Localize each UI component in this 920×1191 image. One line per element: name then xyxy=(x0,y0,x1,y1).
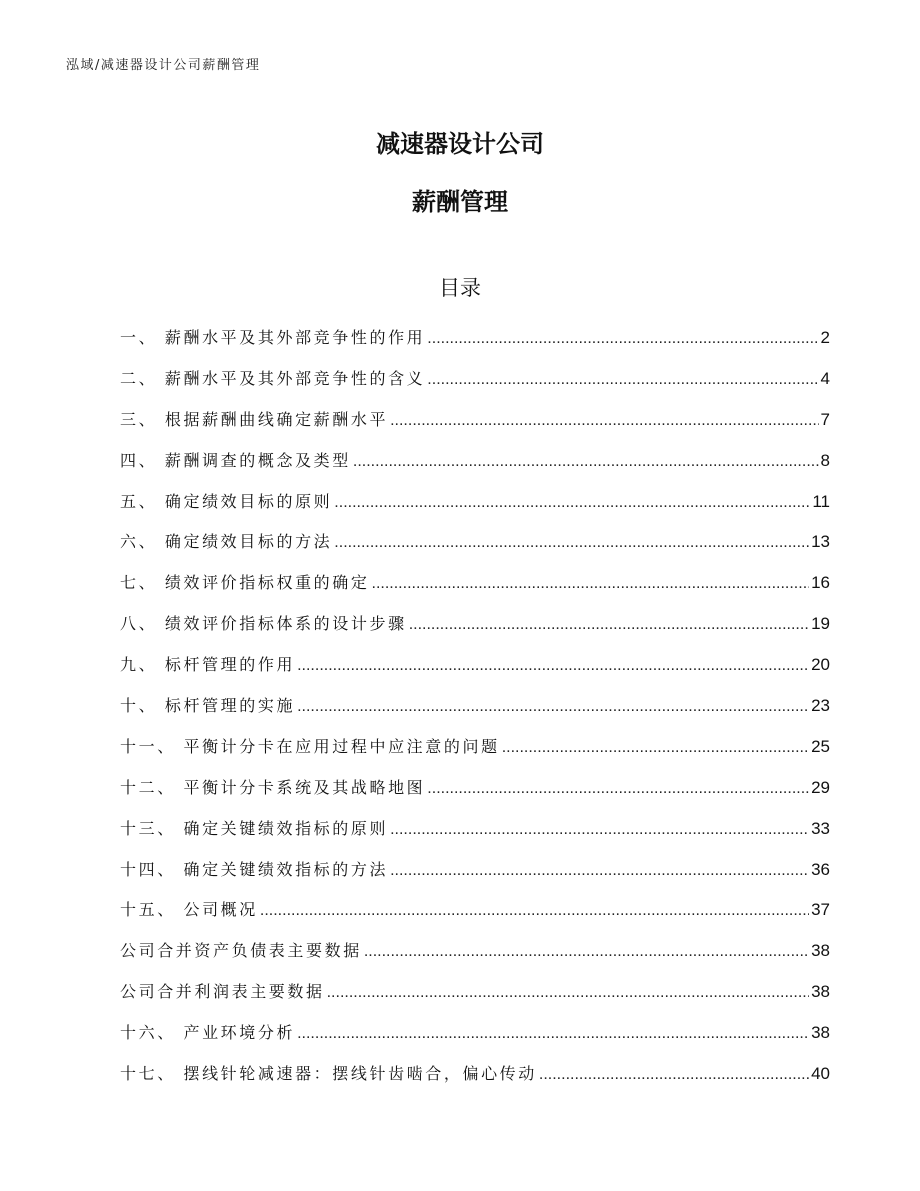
toc-entry-page: 37 xyxy=(811,900,830,920)
toc-entry[interactable] xyxy=(120,407,830,448)
leader-dots xyxy=(297,698,809,716)
toc-entry-label: 二、 薪酬水平及其外部竞争性的含义 xyxy=(120,368,426,388)
toc-entry-page: 2 xyxy=(820,328,830,347)
toc-entry-label: 十、 标杆管理的实施 xyxy=(120,696,296,716)
toc-entry[interactable] xyxy=(120,897,830,938)
toc-entry-label: 十七、 摆线针轮减速器：摆线针齿啮合，偏心传动 xyxy=(120,1064,537,1084)
leader-dots xyxy=(427,330,818,348)
toc-entry-label: 十五、 公司概况 xyxy=(120,900,258,920)
toc-entry-label: 十四、 确定关键绩效指标的方法 xyxy=(120,859,389,879)
toc-entry-label: 三、 根据薪酬曲线确定薪酬水平 xyxy=(120,409,389,429)
leader-dots xyxy=(353,453,819,471)
toc-entry[interactable] xyxy=(120,775,830,816)
toc-entry[interactable] xyxy=(120,652,830,693)
running-header: 泓域/减速器设计公司薪酬管理 xyxy=(66,58,261,73)
toc-entry[interactable] xyxy=(120,693,830,734)
toc-entry-label: 一、 薪酬水平及其外部竞争性的作用 xyxy=(120,328,426,347)
toc-entry-label: 十六、 产业环境分析 xyxy=(120,1023,296,1043)
toc-entry[interactable] xyxy=(120,734,830,775)
toc-entry-page: 11 xyxy=(812,491,830,511)
leader-dots xyxy=(427,371,818,389)
toc-entry-page: 36 xyxy=(811,859,830,879)
toc-entry-label: 十一、 平衡计分卡在应用过程中应注意的问题 xyxy=(120,736,500,756)
leader-dots xyxy=(327,984,809,1002)
toc-entry[interactable] xyxy=(120,938,830,979)
toc-entry[interactable] xyxy=(120,570,830,611)
leader-dots xyxy=(409,616,809,634)
toc-entry-page: 8 xyxy=(820,450,830,470)
toc-entry[interactable] xyxy=(120,1020,830,1061)
toc-entry-page: 13 xyxy=(811,532,830,552)
toc-entry-page: 29 xyxy=(811,777,830,797)
leader-dots xyxy=(502,739,809,757)
toc-entry[interactable] xyxy=(120,366,830,407)
toc-entry-label: 六、 确定绩效目标的方法 xyxy=(120,532,333,552)
toc-entry-label: 五、 确定绩效目标的原则 xyxy=(120,491,333,511)
leader-dots xyxy=(297,657,809,675)
leader-dots xyxy=(390,862,809,880)
toc-entry[interactable] xyxy=(120,611,830,652)
toc-entry-label: 四、 薪酬调查的概念及类型 xyxy=(120,450,351,470)
toc-entry[interactable] xyxy=(120,529,830,570)
toc-entry[interactable] xyxy=(120,448,830,489)
toc-entry-page: 7 xyxy=(820,409,830,429)
leader-dots xyxy=(390,821,809,839)
toc-entry-label: 十三、 确定关键绩效指标的原则 xyxy=(120,818,389,838)
toc-entry-page: 23 xyxy=(811,696,830,716)
toc-heading: 目录 xyxy=(439,276,481,300)
toc-entry-page: 20 xyxy=(811,655,830,675)
toc-entry[interactable] xyxy=(120,816,830,857)
toc-entry-label: 十二、 平衡计分卡系统及其战略地图 xyxy=(120,777,426,797)
leader-dots xyxy=(364,943,809,961)
toc-entry-page: 38 xyxy=(811,1023,830,1043)
toc-entry-page: 25 xyxy=(811,736,830,756)
table-of-contents xyxy=(120,325,830,1102)
toc-entry-page: 40 xyxy=(811,1064,830,1084)
toc-entry-label: 九、 标杆管理的作用 xyxy=(120,655,296,675)
document-subtitle: 薪酬管理 xyxy=(412,188,508,216)
leader-dots xyxy=(372,575,810,593)
toc-entry-page: 19 xyxy=(811,614,830,634)
document-title: 减速器设计公司 xyxy=(376,130,544,158)
toc-entry-page: 33 xyxy=(811,818,830,838)
leader-dots xyxy=(390,412,818,430)
toc-entry[interactable] xyxy=(120,979,830,1020)
leader-dots xyxy=(334,534,809,552)
toc-entry-label: 七、 绩效评价指标权重的确定 xyxy=(120,573,370,593)
toc-entry[interactable] xyxy=(120,1061,830,1102)
leader-dots xyxy=(297,1025,809,1043)
toc-entry-label: 八、 绩效评价指标体系的设计步骤 xyxy=(120,614,407,634)
toc-entry[interactable] xyxy=(120,489,830,530)
leader-dots xyxy=(334,494,810,512)
leader-dots xyxy=(427,780,809,798)
toc-entry[interactable] xyxy=(120,857,830,898)
leader-dots xyxy=(260,902,809,920)
leader-dots xyxy=(539,1066,809,1084)
toc-entry-page: 16 xyxy=(811,573,830,593)
toc-entry[interactable] xyxy=(120,325,830,366)
toc-entry-label: 公司合并利润表主要数据 xyxy=(120,982,325,1002)
toc-entry-label: 公司合并资产负债表主要数据 xyxy=(120,941,362,961)
toc-entry-page: 38 xyxy=(811,982,830,1002)
toc-entry-page: 38 xyxy=(811,941,830,961)
toc-entry-page: 4 xyxy=(820,368,830,388)
